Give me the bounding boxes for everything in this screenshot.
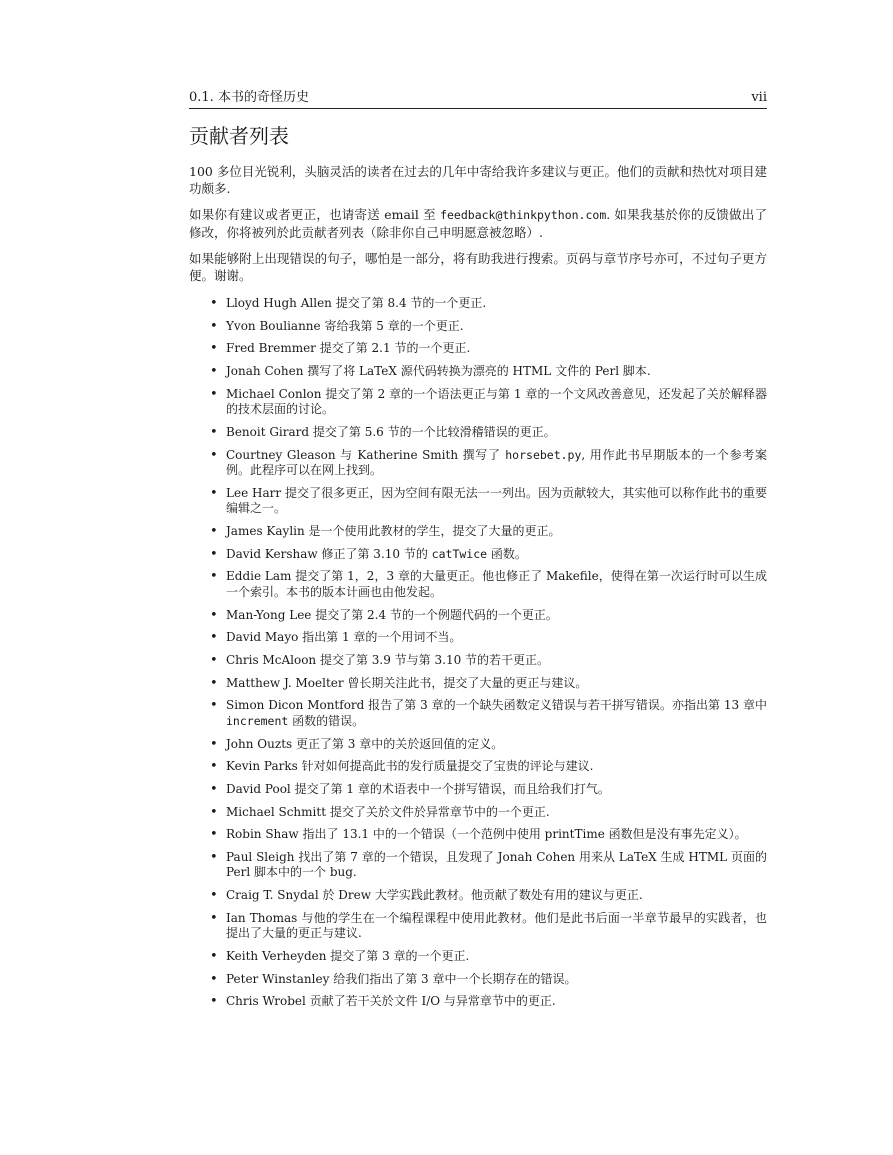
contributor-text: Fred Bremmer 提交了第 2.1 节的一个更正. [226,341,471,356]
contributor-item [226,341,767,357]
contributor-text: Lloyd Hugh Allen 提交了第 8.4 节的一个更正. [226,296,487,310]
running-header-section: 0.1. 本书的奇怪历史 [189,90,309,105]
contributor-item [226,425,767,441]
contributor-text-continued: 函数。 [487,546,527,561]
contributor-text: David Pool 提交了第 1 章的术语表中一个拼写错误，而且给我们打气。 [226,781,610,796]
contributor-text: Chris Wrobel 贡献了若干关於文件 I/O 与异常章节中的更正. [226,994,556,1009]
contributor-text: Benoit Girard 提交了第 5.6 节的一个比较滑稽错误的更正。 [226,424,556,439]
contributor-item [226,911,767,942]
contributor-text: Michael Conlon 提交了第 2 章的一个语法更正与第 1 章的一个文风改善意见，还发起了关於解释器的技术层面的讨论。 [226,386,767,417]
contributor-item [226,608,767,624]
contributor-item [226,949,767,965]
page [189,86,767,1017]
contributor-code: catTwice [431,546,488,561]
contributor-item [226,759,767,775]
contributor-text: Craig T. Snydal 於 Drew 大学实践此教材。他贡献了数处有用的建议与更正. [226,888,643,903]
contributor-item [226,676,767,692]
intro-paragraph-1: 100 多位目光锐利，头脑灵活的读者在过去的几年中寄给我许多建议与更正。他们的贡献和热忱对项目建功颇多. [189,164,767,196]
contributor-item [226,364,767,380]
contributor-text: John Ouzts 更正了第 3 章中的关於返回值的定义。 [226,736,504,751]
contributor-text: James Kaylin 是一个使用此教材的学生，提交了大量的更正。 [226,524,561,538]
contributor-text: Chris McAloon 提交了第 3.9 节与第 3.10 节的若干更正。 [226,652,550,667]
contributor-text: Robin Shaw 指出了 13.1 中的一个错误（一个范例中使用 printTime 函数但是没有事先定义）。 [226,827,747,842]
contributor-text: Eddie Lam 提交了第 1，2，3 章的大量更正。他也修正了 Makefile，使得在第一次运行时可以生成一个索引。本书的版本计画也由他发起。 [226,569,767,599]
contributor-item [226,698,767,729]
contributor-text: Courtney Gleason 与 Katherine Smith 撰写了 [226,447,506,462]
contributor-item [226,296,767,312]
contributor-item [226,737,767,753]
contributor-item [226,547,767,563]
contributor-item [226,827,767,843]
contributor-list [189,296,767,1010]
running-header [189,86,767,109]
contributor-item [226,486,767,517]
contributor-code: increment [226,713,289,728]
contributor-item [226,994,767,1010]
contributor-text: Ian Thomas 与他的学生在一个编程课程中使用此教材。他们是此书后面一半章节最早的实践者，也提出了大量的更正与建议. [226,910,767,941]
contributor-text: David Kershaw 修正了第 3.10 节的 [226,546,432,561]
contributor-text: Keith Verheyden 提交了第 3 章的一个更正. [226,949,470,963]
contributor-item [226,524,767,540]
contributor-item [226,569,767,600]
contributor-text: Kevin Parks 针对如何提高此书的发行质量提交了宝贵的评论与建议. [226,759,594,774]
contributor-text: Matthew J. Moelter 曾长期关注此书，提交了大量的更正与建议。 [226,675,588,690]
contributor-item [226,888,767,904]
contributor-text-continued: , 用作此书早期版本的一个参考案例。此程序可以在网上找到。 [226,447,767,478]
intro-paragraph-2-text-a: 如果你有建议或者更正，也请寄送 email 至 [189,207,441,222]
contributor-item [226,319,767,335]
contributor-item [226,850,767,881]
contributor-item [226,653,767,669]
page-number: vii [751,90,767,105]
intro-paragraph-3: 如果能够附上出现错误的句子，哪怕是一部分，将有助我进行搜索。页码与章节序号亦可，不过句子更方便。谢谢。 [189,251,767,283]
contributor-item [226,630,767,646]
contributor-item [226,805,767,821]
contributor-text: Paul Sleigh 找出了第 7 章的一个错误，且发现了 Jonah Cohen 用来从 LaTeX 生成 HTML 页面的 Perl 脚本中的一个 bug. [226,849,767,880]
contributor-text: Lee Harr 提交了很多更正，因为空间有限无法一一列出。因为贡献较大，其实他可以称作此书的重要编辑之一。 [226,485,767,516]
contributor-text: Yvon Boulianne 寄给我第 5 章的一个更正. [226,318,464,333]
feedback-email: feedback@thinkpython.com [440,208,607,222]
contributor-text: Man-Yong Lee 提交了第 2.4 节的一个例题代码的一个更正。 [226,607,558,622]
contributor-item [226,387,767,418]
contributor-text: Peter Winstanley 给我们指出了第 3 章中一个长期存在的错误。 [226,971,577,986]
contributor-item [226,972,767,988]
contributor-text: Michael Schmitt 提交了关於文件於异常章节中的一个更正. [226,804,550,819]
intro-paragraph-2-text-b: . 如果我基於你的反馈做出了修改，你将被列於此贡献者列表（除非你自己申明愿意被忽略）. [189,207,768,240]
contributor-text: Simon Dicon Montford 报告了第 3 章的一个缺失函数定义错误与若干拼写错误。亦指出第 13 章中 [226,698,767,713]
contributor-code: horsebet.py [505,447,582,462]
contributor-item [226,782,767,798]
contributor-text: Jonah Cohen 撰写了将 LaTeX 源代码转换为漂亮的 HTML 文件的 Perl 脚本. [226,364,651,379]
section-title: 贡献者列表 [189,124,289,148]
contributor-text-continued: 函数的错误。 [288,713,365,728]
intro-paragraph-2 [189,206,767,241]
contributor-item [226,448,767,479]
contributor-text: David Mayo 指出第 1 章的一个用词不当。 [226,630,462,645]
